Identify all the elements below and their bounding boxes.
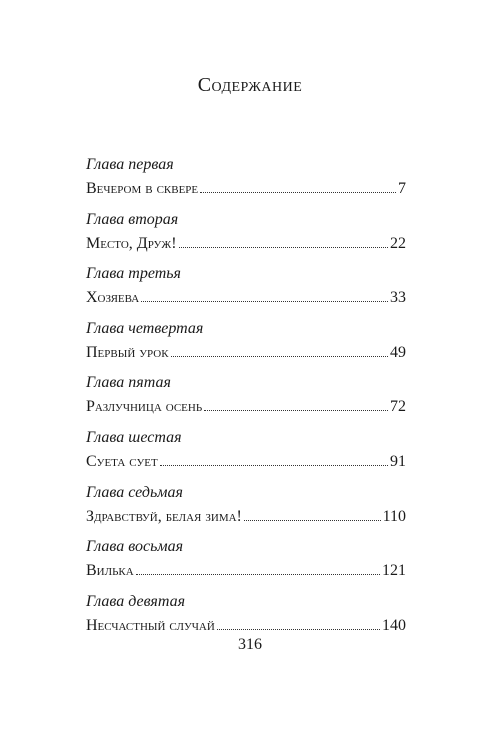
chapter-line (86, 451, 406, 473)
chapter-line (86, 178, 406, 200)
chapter-page-number: 7 (398, 180, 406, 197)
chapter-name: Несчастный случай (86, 616, 215, 634)
chapter-page-number: 49 (390, 343, 406, 361)
toc-entry (86, 209, 406, 261)
chapter-page-number: 121 (382, 562, 406, 580)
chapter-label: Глава третья (86, 265, 181, 283)
chapter-page-number: 33 (390, 289, 406, 307)
toc-entry (86, 263, 406, 315)
chapter-label: Глава пятая (86, 374, 171, 392)
toc-entry (86, 372, 406, 424)
chapter-name: Вилька (86, 562, 134, 580)
dot-leader (244, 519, 381, 521)
chapter-page-number: 110 (382, 507, 406, 525)
chapter-name: Вечером в сквере (86, 180, 199, 197)
chapter-label: Глава вторая (86, 210, 179, 228)
chapter-line (86, 506, 406, 528)
toc-title: Содержание (197, 74, 303, 96)
chapter-line (86, 287, 406, 309)
chapter-name: Первый урок (86, 343, 169, 361)
chapter-label: Глава девятая (86, 592, 186, 610)
chapter-line (86, 396, 406, 418)
dot-leader (179, 246, 388, 248)
chapter-label: Глава шестая (86, 428, 182, 446)
chapter-label: Глава первая (86, 156, 174, 173)
dot-leader (200, 191, 396, 193)
dot-leader (217, 628, 380, 630)
chapter-line (86, 233, 406, 255)
chapter-page-number: 140 (382, 616, 406, 634)
chapter-name: Хозяева (86, 289, 140, 307)
chapter-name: Место, Друж! (86, 234, 177, 252)
chapter-name: Здравствуй, белая зима! (86, 507, 242, 525)
chapter-label: Глава седьмая (86, 483, 183, 501)
chapter-line (86, 560, 406, 582)
chapter-line (86, 615, 406, 637)
toc-entry (86, 318, 406, 370)
toc-entry (86, 591, 406, 643)
toc-entry (86, 427, 406, 479)
chapter-name: Суета сует (86, 452, 158, 470)
dot-leader (136, 573, 380, 575)
dot-leader (204, 409, 388, 411)
chapter-page-number: 72 (390, 398, 406, 416)
chapter-line (86, 342, 406, 364)
toc-list (86, 154, 406, 645)
chapter-name: Разлучница осень (86, 398, 203, 416)
chapter-page-number: 22 (390, 234, 406, 252)
chapter-label: Глава четвертая (86, 319, 204, 337)
toc-entry (86, 536, 406, 588)
dot-leader (171, 355, 388, 357)
page-number: 316 (238, 636, 262, 653)
toc-entry (86, 482, 406, 534)
toc-entry (86, 154, 406, 206)
dot-leader (141, 300, 388, 302)
chapter-label: Глава восьмая (86, 538, 184, 556)
chapter-page-number: 91 (390, 452, 406, 470)
dot-leader (160, 464, 388, 466)
